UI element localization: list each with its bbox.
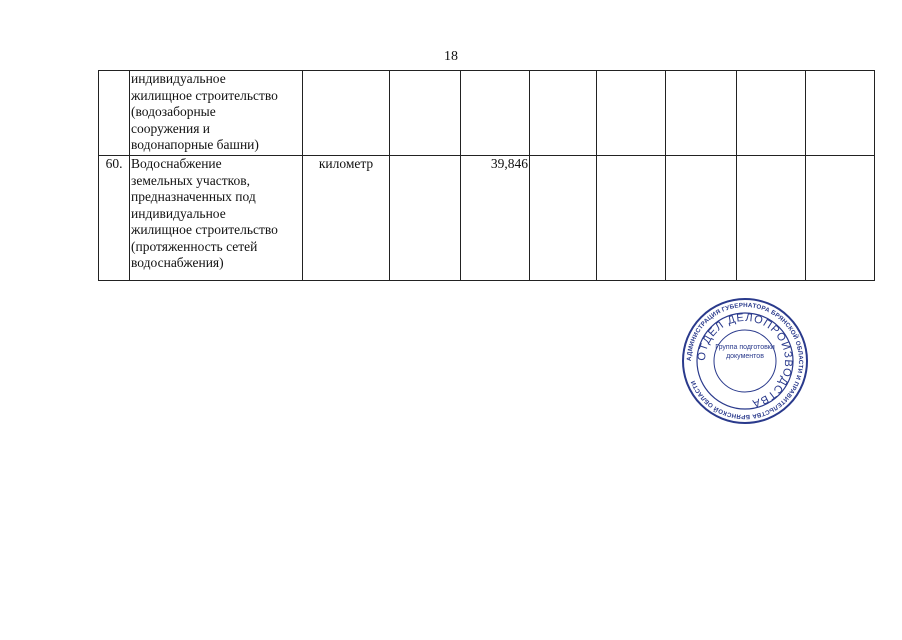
row-name-cell: Водоснабжение земельных участков, предназначенных под индивидуальное жилищное строительство (протяженность сетей водоснабжения)	[130, 156, 303, 281]
empty-cell	[597, 71, 666, 156]
row-value-cell: 39,846	[461, 156, 530, 281]
empty-cell	[530, 71, 597, 156]
row-number-cell	[99, 71, 130, 156]
row-number-cell: 60.	[99, 156, 130, 281]
empty-cell	[806, 156, 875, 281]
empty-cell	[530, 156, 597, 281]
stamp-center-text: Группа подготовки документов	[715, 344, 775, 360]
empty-cell	[737, 71, 806, 156]
stamp-middle-text: ОТДЕЛ ДЕЛОПРОИЗВОДСТВА	[695, 311, 795, 410]
stamp-outer-text: АДМИНИСТРАЦИЯ ГУБЕРНАТОРА БРЯНСКОЙ ОБЛАСТИ И ПРАВИТЕЛЬСТВА БРЯНСКОЙ ОБЛАСТИ	[685, 301, 805, 421]
table-row	[99, 71, 875, 156]
document-table	[98, 70, 875, 281]
table-row	[99, 156, 875, 281]
empty-cell	[390, 156, 461, 281]
page-number: 18	[444, 49, 458, 64]
empty-cell	[597, 156, 666, 281]
empty-cell	[666, 71, 737, 156]
row-value-cell	[461, 71, 530, 156]
empty-cell	[737, 156, 806, 281]
row-name-cell: индивидуальное жилищное строительство (водозаборные сооружения и водонапорные башни)	[130, 71, 303, 156]
empty-cell	[390, 71, 461, 156]
empty-cell	[666, 156, 737, 281]
row-unit-cell: километр	[303, 156, 390, 281]
official-stamp	[681, 297, 809, 425]
empty-cell	[806, 71, 875, 156]
row-unit-cell	[303, 71, 390, 156]
